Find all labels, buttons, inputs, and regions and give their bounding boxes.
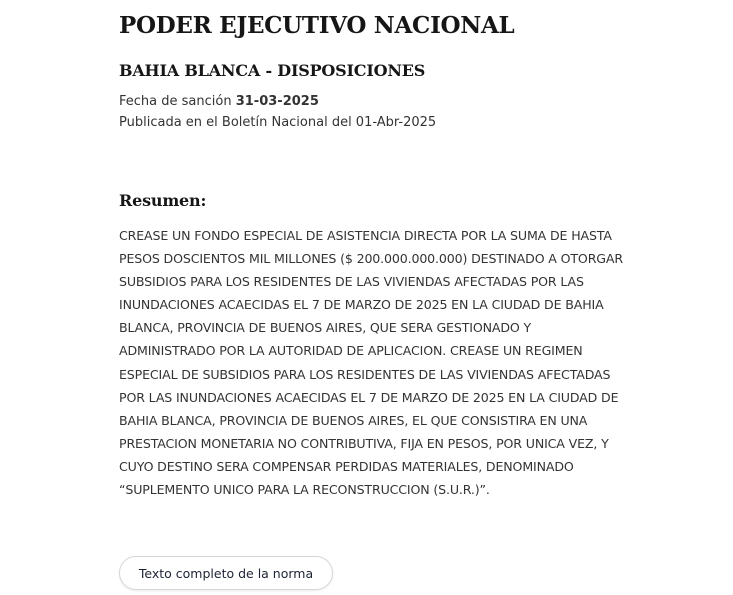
summary-text xyxy=(119,224,623,501)
summary-line: “SUPLEMENTO UNICO PARA LA RECONSTRUCCION (S.U.R.)”. xyxy=(119,482,490,498)
page-subtitle: BAHIA BLANCA - DISPOSICIONES xyxy=(119,61,426,80)
summary-line: POR LAS INUNDACIONES ACAECIDAS EL 7 DE MARZO DE 2025 EN LA CIUDAD DE xyxy=(119,389,619,405)
summary-line: CUYO DESTINO SERA COMPENSAR PERDIDAS MATERIALES, DENOMINADO xyxy=(119,458,574,474)
summary-line: ESPECIAL DE SUBSIDIOS PARA LOS RESIDENTES DE LAS VIVIENDAS AFECTADAS xyxy=(119,366,611,382)
full-text-button[interactable] xyxy=(119,556,333,590)
sanction-label: Fecha de sanción xyxy=(119,94,232,109)
page-title: PODER EJECUTIVO NACIONAL xyxy=(119,12,515,39)
summary-line: CREASE UN FONDO ESPECIAL DE ASISTENCIA DIRECTA POR LA SUMA DE HASTA xyxy=(119,228,612,243)
summary-line: SUBSIDIOS PARA LOS RESIDENTES DE LAS VIVIENDAS AFECTADAS POR LAS xyxy=(119,274,584,290)
sanction-date-line xyxy=(119,94,319,109)
summary-line: BAHIA BLANCA, PROVINCIA DE BUENOS AIRES, EL QUE CONSISTIRA EN UNA xyxy=(119,412,588,428)
summary-line: BLANCA, PROVINCIA DE BUENOS AIRES, QUE SERA GESTIONADO Y xyxy=(119,320,532,336)
publication-line: Publicada en el Boletín Nacional del 01-Abr-2025 xyxy=(119,115,437,130)
summary-line: ADMINISTRADO POR LA AUTORIDAD DE APLICACION. CREASE UN REGIMEN xyxy=(119,343,583,359)
summary-line: PRESTACION MONETARIA NO CONTRIBUTIVA, FIJA EN PESOS, POR UNICA VEZ, Y xyxy=(119,435,609,451)
full-text-button-label: Texto completo de la norma xyxy=(138,565,314,581)
summary-heading: Resumen: xyxy=(119,191,207,210)
sanction-date: 31-03-2025 xyxy=(235,94,319,109)
summary-line: INUNDACIONES ACAECIDAS EL 7 DE MARZO DE 2025 EN LA CIUDAD DE BAHIA xyxy=(119,297,604,313)
summary-line: PESOS DOSCIENTOS MIL MILLONES ($ 200.000.000.000) DESTINADO A OTORGAR xyxy=(119,251,623,267)
